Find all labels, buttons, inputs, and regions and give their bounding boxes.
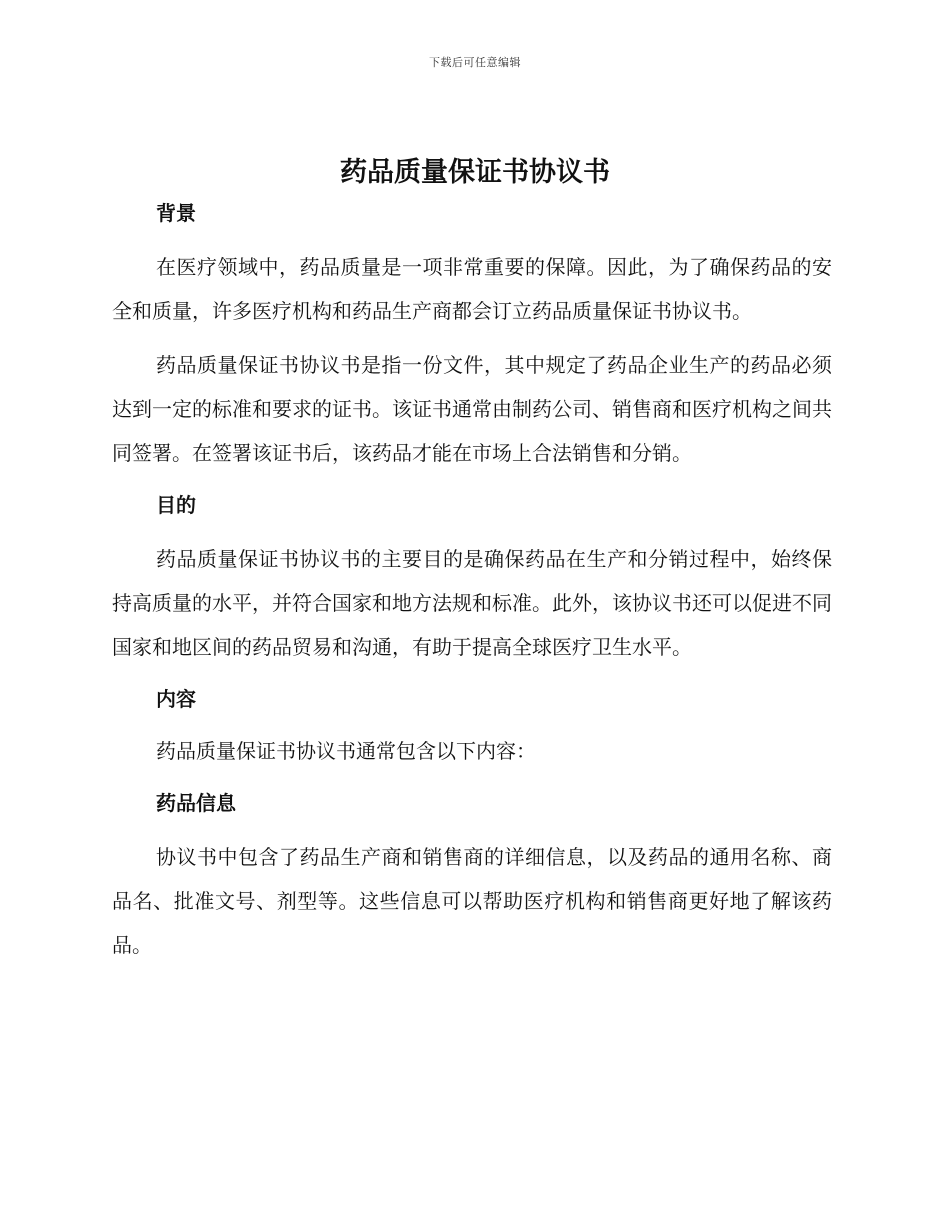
section-heading-background: 背景 bbox=[156, 201, 196, 225]
paragraph-background-2: 药品质量保证书协议书是指一份文件，其中规定了药品企业生产的药品必须达到一定的标准和要求的证书。该证书通常由制药公司、销售商和医疗机构之间共同签署。在签署该证书后，该药品才能在市场上合法销售和分销。 bbox=[112, 353, 832, 465]
section-heading-drug-info: 药品信息 bbox=[156, 791, 236, 815]
document-title: 药品质量保证书协议书 bbox=[340, 157, 610, 188]
paragraph-purpose-1: 药品质量保证书协议书的主要目的是确保药品在生产和分销过程中，始终保持高质量的水平，并符合国家和地方法规和标准。此外，该协议书还可以促进不同国家和地区间的药品贸易和沟通，有助于提高全球医疗卫生水平。 bbox=[112, 547, 832, 659]
section-heading-content: 内容 bbox=[156, 687, 196, 711]
section-heading-purpose: 目的 bbox=[156, 493, 196, 517]
paragraph-drug-info-1: 协议书中包含了药品生产商和销售商的详细信息，以及药品的通用名称、商品名、批准文号、剂型等。这些信息可以帮助医疗机构和销售商更好地了解该药品。 bbox=[112, 845, 832, 957]
paragraph-background-1: 在医疗领域中，药品质量是一项非常重要的保障。因此，为了确保药品的安全和质量，许多医疗机构和药品生产商都会订立药品质量保证书协议书。 bbox=[112, 255, 832, 323]
paragraph-content-1: 药品质量保证书协议书通常包含以下内容： bbox=[156, 739, 536, 763]
document-body bbox=[112, 193, 832, 967]
page-header-note: 下载后可任意编辑 bbox=[429, 56, 521, 69]
